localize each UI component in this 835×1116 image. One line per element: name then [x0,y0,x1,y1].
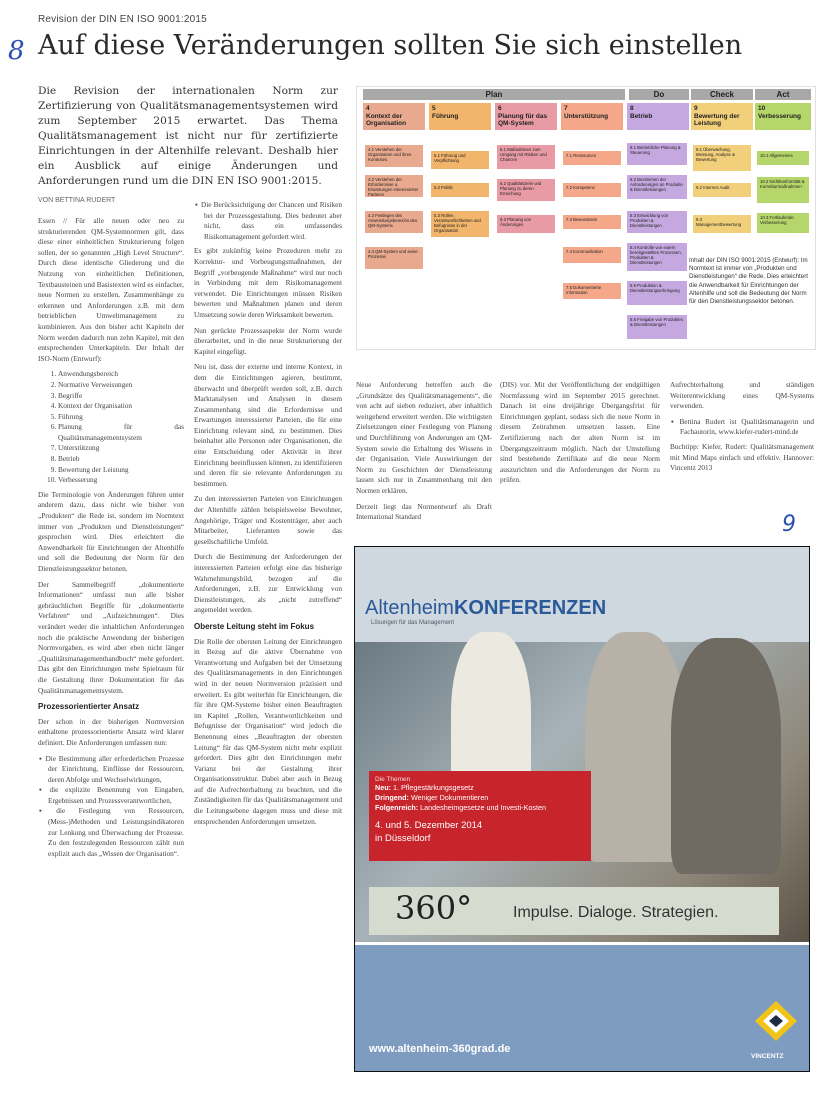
page-title: Auf diese Veränderungen sollten Sie sich einstellen [38,30,743,61]
header-label: Betrieb [630,112,653,120]
ad-topic-text: Weniger Dokumentieren [410,793,489,802]
list-item: 4. Kontext der Organisation [58,401,184,412]
cell-8-5: 8.5 Produktion & Dienstleistungserbringung [627,281,687,305]
ad-date [375,819,585,845]
article-column-1 [38,216,184,1066]
header-10 [755,103,811,130]
phase-check: Check [691,89,753,100]
cell-4-1: 4.1 Verstehen der Organisation und ihres Kontextes [365,145,423,167]
ad-place: in Düsseldorf [375,833,431,844]
paragraph: Neue Anforderung betreffen auch die „Grundsätze des Qualitätsmanagements“, die von acht auf sieben reduziert, aber inhaltlich weitgehend erweitert werden. Die wichtigsten Zielsetzungen einer Festlegung von Planung und Durchführung von Änderungen am QM-System sowie die Erhaltung des Wissens in der Organisation. Viele Auswirkungen der Norm zu Geschichten der Dienstleistung lassen sich nur in Zusammenhang mit den Normen erklären. [356,380,492,495]
list-item: 5. Führung [58,412,184,423]
iso-structure-diagram [356,86,816,350]
ad-logo-text: VINCENTZ [751,1053,784,1060]
handwritten-page-number: 9 [782,512,796,537]
cell-10-3: 10.3 Fortlaufende Verbesserung [757,213,809,233]
cell-6-3: 6.3 Planung von Änderungen [497,215,555,233]
ad-topic-3 [375,803,585,813]
ad-topic-1 [375,783,585,793]
header-8 [627,103,689,130]
bullet-list [194,200,342,242]
cell-9-2: 9.2 Internes Audit [693,183,751,197]
list-item: ▪ Die Bestimmung aller erforderlichen Prozesse der Einrichtung, Einflüsse der Ressourcen, deren Abfolge und Wechselwirkungen, [48,754,184,786]
header-num: 8 [630,105,634,112]
ad-topic-label: Folgenreich: [375,803,419,812]
cell-7-3: 7.3 Bewusstsein [563,215,621,229]
bullet-list [38,754,184,860]
header-label: Führung [432,112,459,120]
cell-5-1: 5.1 Führung und Verpflichtung [431,151,489,169]
article-column-3 [356,380,492,522]
paragraph: Neu ist, dass der externe und interne Kontext, in dem die Einrichtungen agieren, bestimmt, überwacht und überprüft werden soll, z.B. durch Marktanalysen und Analysen in diesem Zusammenhang sind die Erfordernisse und Erwartungen interessierter Parteien, die für eine Einrichtung relevant sind, zu bestimmen. Dies beinhaltet alle Personen oder Organisationen, die eine Entscheidung oder Aktivität in ihrer Einrichtung beeinflussen können, zu identifizieren und deren für sie relevante Anforderungen zu bestimmen. [194,362,342,488]
photo-person-woman [585,632,685,862]
conference-advertisement[interactable] [354,546,810,1072]
article-column-4 [500,380,660,522]
list-item: ▪ die Festlegung von Ressourcen, (Mess-)Methoden und Leistungsindikatoren zur Lenkung und Überwachung der Prozesse. Zu den festzulegenden Ressourcen zählt nun explizit auch das „Wissen der Organisation“. [48,806,184,859]
vincentz-logo-icon [753,997,799,1055]
list-item: 6. Planung für das Qualitätsmanagementsystem [58,422,184,443]
intro-text: Die Revision der internationalen Norm zur Zertifizierung von Qualitätsmanagementsystemen wird zum September 2015 erwartet. Das Thema Qualitätsmanagement ist nicht nur für zertifizierte Einrichtungen in der Altenhilfe relevant. Deshalb hier ein Ausblick auf einige Änderungen und Anforderungen rund um die DIN EN ISO 9001:2015. [38,85,338,187]
header-label: Planung für das QM-System [498,112,548,127]
author-bio: ▪ Bettina Rudert ist Qualitätsmanagerin und Fachautorin, www.kiefer-rudert-mind.de [680,417,814,438]
ad-topic-label: Neu: [375,783,391,792]
ad-topic-2 [375,793,585,803]
cell-7-4: 7.4 Kommunikation [563,247,621,263]
paragraph: Derzeit liegt das Normentwurf als Draft International Standard [356,501,492,522]
cell-7-2: 7.2 Kompetenz [563,183,621,197]
paragraph: Durch die Bestimmung der Anforderungen der interessierten Parteien erfolgt eine das bisherige Wahrnehmungsbild, bezogen auf die Anforderungen, z.B. zur Entwicklung von Dienstleistungen, als „nicht zutreffend“ angemeldet werden. [194,552,342,615]
cell-6-1: 6.1 Maßnahmen zum Umgang mit Risiken und Chancen [497,145,555,169]
photo-person-man [671,638,781,874]
cell-7-5: 7.5 Dokumentierte Information [563,283,621,299]
cell-8-6: 8.6 Freigabe von Produkten & Dienstleistungen [627,315,687,339]
list-item: 3. Begriffe [58,391,184,402]
ad-url-link[interactable]: www.altenheim-360grad.de [369,1043,511,1055]
list-item: 7. Unterstützung [58,443,184,454]
header-5 [429,103,491,130]
header-label: Bewertung der Leistung [694,112,740,127]
paragraph: Es gibt zukünftig keine Prozeduren mehr zu Korrektur- und Vorbeugungsmaßnahmen, der Begriff „vorbeugende Maßnahme“ wird nur noch in Verbindung mit dem Risikomanagement verwendet. Die Einrichtungen müssen Risiken bewerten und Maßnahmen planen und deren Umsetzung sowie deren Wirksamkeit bewerten. [194,246,342,319]
header-num: 6 [498,105,502,112]
ad-title [365,597,606,620]
article-column-5 [670,380,814,522]
diagram-note: Inhalt der DIN ISO 9001:2015 (Entwurf): Im Normtext ist immer von „Produkten und Dienstleistungen“ die Rede. Dies erleichtert die Anwendbarkeit für Einrichtungen der Altenhilfe und soll die Bedeutung der Norm für den Dienstleistungssektor betonen. [689,257,808,306]
cell-8-3: 8.3 Entwicklung von Produkten & Dienstleistungen [627,211,687,233]
cell-4-2: 4.2 Verstehen der Erfordernisse u. Erwartungen interessierter Parteien [365,175,423,197]
article-column-2 [194,200,342,1066]
header-num: 5 [432,105,436,112]
list-item: ▪ Die Berücksichtigung der Chancen und Risiken bei der Prozessgestaltung. Dies bedeutet aber nicht, dass ein umfassendes Risikomanagement gefordert wird. [204,200,342,242]
cell-8-2: 8.2 Bestimmen der Anforderungen an Produkte & Dienstleistungen [627,175,687,199]
cell-5-2: 5.2 Politik [431,183,489,197]
cell-7-1: 7.1 Ressourcen [563,151,621,165]
cell-5-3: 5.3 Rollen, Verantwortlichkeiten und Befugnisse in der Organisation [431,211,489,237]
cell-9-3: 9.3 Managementbewertung [693,215,751,233]
handwritten-mark: 8 [8,36,25,66]
header-label: Kontext der Organisation [366,112,407,127]
paragraph: Nun gerückte Prozessaspekte der Norm wurde überarbeitet, und in die neue Strukturierung der Kapitel eingefügt. [194,325,342,356]
paragraph: Der Sammelbegriff „dokumentierte Informationen“ umfasst nun alle bisher gebräuchlichen Begriffe für „dokumentierte Verfahren“ und „Aufzeichnungen“. Dies verändert weder die inhaltlichen Anforderungen noch die praktische Anwendung der bisherigen Normvorgaben, es wird aber eben nicht länger „Qualitätsmanagementhandbuch“ mehr gefordert. Das gibt den Einrichtungen mehr Spielraum für die Gestaltung ihrer Dokumentation für das Qualitätsmanagementsystem. [38,579,184,695]
bullet-list [670,417,814,438]
list-item: 9. Bewertung der Leistung [58,465,184,476]
byline: VON BETTINA RUDERT [38,197,116,204]
ad-topics-kicker: Die Themen [375,776,411,783]
header-num: 9 [694,105,698,112]
paragraph: Die Rolle der obersten Leitung der Einrichtungen in Bezug auf die aktive Übernahme von Verantwortung und Aufgaben bei der Umsetzung des Qualitätsmanagements in den Einrichtungen wird in der neuen Normversion präzisiert und erweitert. Es gibt weiterhin für Einrichtungen, die für ihre QM-Systeme bisher einen Beauftragten im Kapitel „Rollen, Verantwortlichkeiten und Befugnisse der Organisation“ wird jedoch die Benennung eines „Beauftragten der obersten Leitung“ für das QM-System nicht mehr explizit gefordert. Dies gibt den Einrichtungen mehr Varianz bei der Gestaltung ihrer Organisationsstruktur. Dabei aber auch in Bezug auf die Aufrechterhaltung zu beachten, und die Zuständigkeiten für das Qualitätsmanagement und die Leitungsebene dagegen muss und diese mit entsprechenden Anforderungen umsetzen. [194,636,342,826]
header-num: 10 [758,105,766,112]
ad-topic-label: Dringend: [375,793,409,802]
ad-title-part: Altenheim [365,597,454,619]
ad-tagline: Impulse. Dialoge. Strategien. [513,904,719,921]
ad-title-strong: KONFERENZEN [453,597,607,619]
toc-list [38,369,184,486]
list-item: 10. Verbesserung [58,475,184,486]
paragraph: Die Terminologie von Änderungen führen unter anderem dazu, dass nicht wie bisher von „Produkten“ die Rede ist, sondern im Normtext immer von „Produkten und Dienstleistungen“ gesprochen wird. Dies erleichtert die Anwendbarkeit für Einrichtungen der Altenhilfe und soll die Bedeutung der Norm für den Dienstleistungssektor betonen. [38,489,184,573]
phase-do: Do [629,89,689,100]
paragraph: Zu den interessierten Parteien von Einrichtungen der Altenhilfe zählen beispielsweise Bewohner, Angehörige, Träger und Kostenträger, aber auch Mitarbeiter, Lieferanten sowie das gesellschaftliche Umfeld. [194,494,342,546]
ad-info-box [369,771,591,861]
ad-subtitle: Lösungen für das Management [371,620,455,626]
cell-8-4: 8.4 Kontrolle von extern bereitgestellten Prozessen, Produkten & Dienstleistungen [627,243,687,271]
list-item: 2. Normative Verweisungen [58,380,184,391]
list-item: ▪ die explizite Benennung von Eingaben, Ergebnissen und Prozessverantwortlichen, [48,785,184,806]
header-7 [561,103,623,130]
ad-topic-text: Landesheimgesetze und Investi-Kosten [420,803,547,812]
phase-plan: Plan [363,89,625,100]
phase-act: Act [755,89,811,100]
header-6 [495,103,557,130]
paragraph: Aufrechterhaltung und ständigen Weiterentwicklung eines QM-Systems verwenden. [670,380,814,411]
list-item: 8. Betrieb [58,454,184,465]
subheading: Oberste Leitung steht im Fokus [194,621,315,631]
header-4 [363,103,425,130]
header-label: Verbesserung [758,112,801,120]
book-tip: Buchtipp: Kiefer, Rudert: Qualitätsmanagement mit Mind Maps einfach und effektiv. Hannover: Vincentz 2013 [670,441,814,473]
cell-6-2: 6.2 Qualitätsziele und Planung zu deren Erreichung [497,179,555,201]
paragraph: (DIS) vor. Mit der Veröffentlichung der endgültigen Normfassung wird im September 2015 gerechnet. Danach ist eine dreijährige Übergangsfrist für Einrichtungen geplant, sodass sich die neue Norm in diesem Zeitrahmen umsetzen lassen. Eine Zertifizierung nach der alten Norm ist im Übergangszeitraum möglich. Nach der Umstellung sind bestehende Zertifikate auf die neue Norm auszurichten und die Anforderungen der Norm zu prüfen. [500,380,660,485]
header-num: 4 [366,105,370,112]
ad-360-logo: 360° [395,889,473,927]
cell-4-3: 4.3 Festlegen des Anwendungsbereichs des QM-Systems [365,211,423,233]
ad-date-text: 4. und 5. Dezember 2014 [375,820,483,831]
paragraph: Der schon in der bisherigen Normversion enthaltene prozessorientierte Ansatz wird klarer definiert. Die Anforderungen umfassen nun: [38,716,184,747]
header-label: Unterstützung [564,112,609,120]
header-num: 7 [564,105,568,112]
section-kicker: Revision der DIN EN ISO 9001:2015 [38,14,207,25]
subheading: Prozessorientierter Ansatz [38,702,140,712]
header-9 [691,103,753,130]
cell-10-2: 10.2 Nichtkonformität & Korrekturmaßnahmen [757,177,809,203]
list-item: 1. Anwendungsbereich [58,369,184,380]
ad-topic-text: 1. Pflegestärkungsgesetz [392,783,474,792]
cell-4-4: 4.4 QM-System und seine Prozesse [365,247,423,269]
cell-8-1: 8.1 Betriebliche Planung & Steuerung [627,143,687,165]
cell-9-1: 9.1 Überwachung, Messung, Analyse & Bewertung [693,145,751,171]
cell-10-1: 10.1 Allgemeines [757,151,809,165]
paragraph: Essen // Für alle neuen oder neu zu strukturierenden QM-Systemnormen gilt, dass diese einer einheitlichen Strukturierung folgen sollen, der so genannten „High Level Structure“. Durch diese identische Gliederung und die Nutzung von einheitlichen Definitionen, Textbausteinen und Basistexten wird es einfacher, neue Normen zu erstellen, Zusammenhänge zu erkennen und Anforderungen z.B. mit dem betrieblichen Umweltmanagement zu kombinieren. Aus den bisher acht Kapiteln der Norm werden dadurch nun zehn Kapitel, mit den entsprechenden Unterkapiteln. Der Inhalt der ISO-Norm (Entwurf): [38,216,184,363]
